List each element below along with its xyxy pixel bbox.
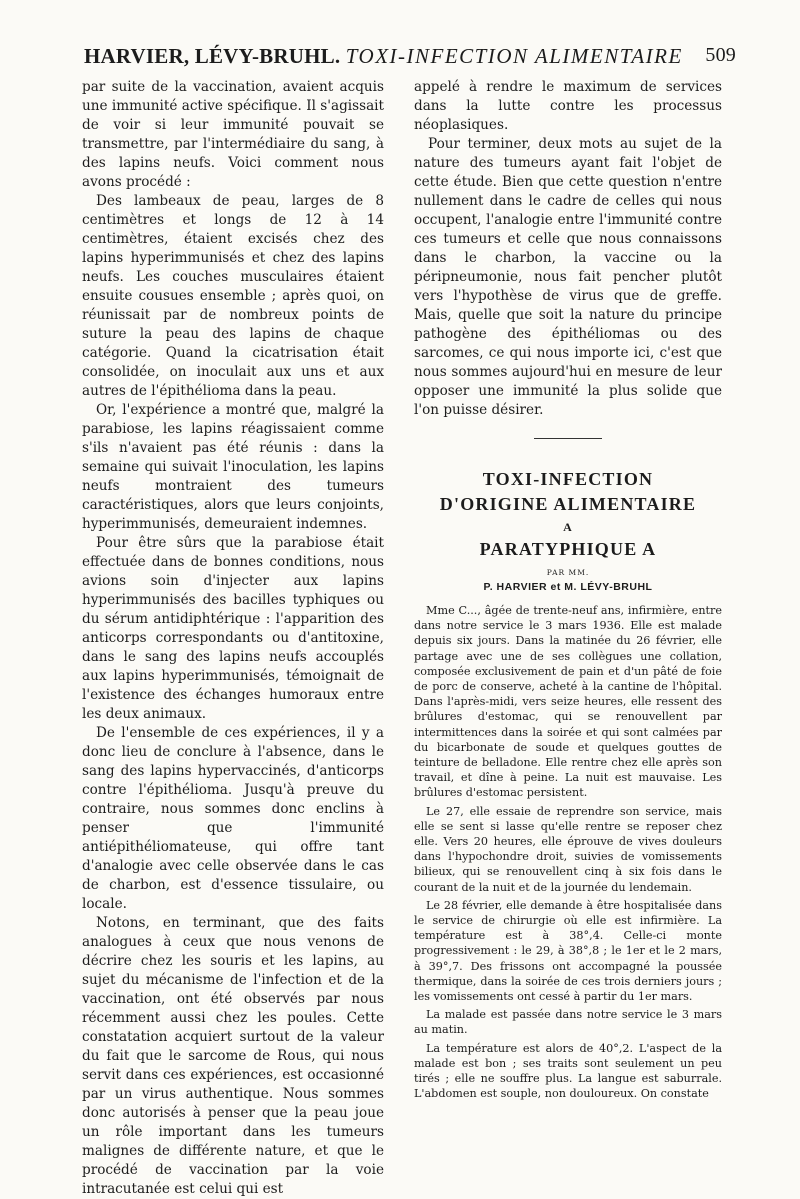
paragraph: Le 28 février, elle demande à être hospitalisée dans le service de chirurgie où elle est infirmière. La température est à 38°,4. Celle-ci monte progressivement : le 29, à 38°,8 ; le 1er et le 2 mars, à 39°,7. Des frissons ont accompagné la poussée thermique, dans la soirée de ces trois derniers jours ; les vomissements ont cessé à partir du 1er mars. — [414, 898, 722, 1004]
running-title: TOXI-INFECTION ALIMENTAIRE — [345, 44, 683, 68]
paragraph: Or, l'expérience a montré que, malgré la parabiose, les lapins réagissaient comme s'ils n'avaient pas été réunis : dans la semaine qui suivait l'inoculation, les lapins neufs montraient des tumeurs caractéristiques, alors que leurs conjoints, hyperimmunisés, demeuraient indemnes. — [82, 402, 384, 532]
title-line: TOXI-INFECTION — [482, 469, 654, 489]
title-line: PARATYPHIQUE A — [479, 539, 657, 559]
title-line: D'ORIGINE ALIMENTAIRE — [439, 494, 697, 514]
paragraph: Notons, en terminant, que des faits analogues à ceux que nous venons de décrire chez les souris et les lapins, au sujet du mécanisme de l'infection et de la vaccination, ont été observés par nous récemment aussi chez les poules. Cette constatation acquiert surtout de la valeur du fait que le sarcome de Rous, qui nous servit dans ces expériences, est occasionné par un virus authentique. Nous sommes donc autorisés à penser que la peau joue un rôle important dans les tumeurs malignes de différente nature, et que le procédé de vaccination par la voie intracutanée est celui qui est — [82, 915, 384, 1197]
byline: PAR MM. — [546, 568, 590, 577]
paragraph: appelé à rendre le maximum de services dans la lutte contre les processus néoplasiques. — [414, 79, 722, 133]
section-divider — [534, 438, 602, 439]
paragraph: Mme C..., âgée de trente-neuf ans, infirmière, entre dans notre service le 3 mars 1936. Elle est malade depuis six jours. Dans la matinée du 26 février, elle partage avec une de ses collègues une collation, composée exclusivement de pain et d'un pâté de foie de porc de conserve, acheté à la cantine de l'hôpital. Dans l'après-midi, vers seize heures, elle ressent des brûlures d'estomac, qui se renouvellent par intermittences dans la soirée et qui sont calmées par du bicarbonate de soude et quelques gouttes de teinture de belladone. Elle rentre chez elle après son travail, et dîne à peine. La nuit est mauvaise. Les brûlures d'estomac persistent. — [414, 604, 722, 800]
paragraph: par suite de la vaccination, avaient acquis une immunité active spécifique. Il s'agissait de voir si leur immunité pouvait se transmettre, par l'intermédiaire du sang, à des lapins neufs. Voici comment nous avons procédé : — [82, 79, 384, 190]
previous-article-end — [414, 78, 722, 420]
page-number: 509 — [705, 44, 736, 66]
right-column — [414, 78, 722, 1102]
paragraph: Pour terminer, deux mots au sujet de la nature des tumeurs ayant fait l'objet de cette étude. Bien que cette question n'entre nullement dans le cadre de celles qui nous occupent, l'analogie entre l'immunité contre ces tumeurs et celle que nous connaissons dans le charbon, la vaccine ou la péripneumonie, nous fait pencher plutôt vers l'hypothèse de virus que de greffe. Mais, quelle que soit la nature du principe pathogène des épithéliomas ou des sarcomes, ce qui nous importe ici, c'est que nous sommes aujourd'hui en mesure de leur opposer une immunité la plus solide que l'on puisse désirer. — [414, 136, 722, 418]
left-column — [82, 78, 384, 1199]
title-line: A — [563, 520, 573, 534]
paragraph: Des lambeaux de peau, larges de 8 centimètres et longs de 12 à 14 centimètres, étaient excisés chez des lapins hyperimmunisés et chez des lapins neufs. Les couches musculaires étaient ensuite cousues ensemble ; après quoi, on réunissait par de nombreux points de suture la peau des lapins de chaque catégorie. Quand la cicatrisation était consolidée, on inoculait aux uns et aux autres de l'épithélioma dans la peau. — [82, 193, 384, 399]
article-authors: P. HARVIER et M. LÉVY-BRUHL — [483, 581, 653, 593]
paragraph: La malade est passée dans notre service le 3 mars au matin. — [414, 1008, 722, 1037]
running-header — [84, 44, 736, 69]
running-authors: HARVIER, LÉVY-BRUHL. — [84, 44, 341, 68]
paragraph: La température est alors de 40°,2. L'aspect de la malade est bon ; ses traits sont seulement un peu tirés ; elle ne souffre plus. La langue est saburrale. L'abdomen est souple, non douloureux. On constate — [414, 1041, 722, 1101]
paragraph: Le 27, elle essaie de reprendre son service, mais elle se sent si lasse qu'elle rentre se reposer chez elle. Vers 20 heures, elle éprouve de vives douleurs dans l'hypochondre droit, suivies de vomissements bilieux, qui se renouvellent cinq à six fois dans le courant de la nuit et de la journée du lendemain. — [414, 804, 722, 894]
paragraph: De l'ensemble de ces expériences, il y a donc lieu de conclure à l'absence, dans le sang des lapins hypervaccinés, d'anticorps contre l'épithélioma. Jusqu'à preuve du contraire, nous sommes donc enclins à penser que l'immunité antiépithéliomateuse, qui offre tant d'analogie avec celle observée dans le cas de charbon, est d'essence tissulaire, ou locale. — [82, 725, 384, 912]
article-title — [414, 467, 722, 562]
paragraph: Pour être sûrs que la parabiose était effectuée dans de bonnes conditions, nous avions soin d'injecter aux lapins hyperimmunisés des bacilles typhiques ou du sérum antidiphtérique : l'apparition des anticorps correspondants ou d'antitoxine, dans le sang des lapins neufs accouplés aux lapins hyperimmunisés, témoignait de l'existence des échanges humoraux entre les deux animaux. — [82, 535, 384, 722]
article-body — [414, 603, 722, 1102]
